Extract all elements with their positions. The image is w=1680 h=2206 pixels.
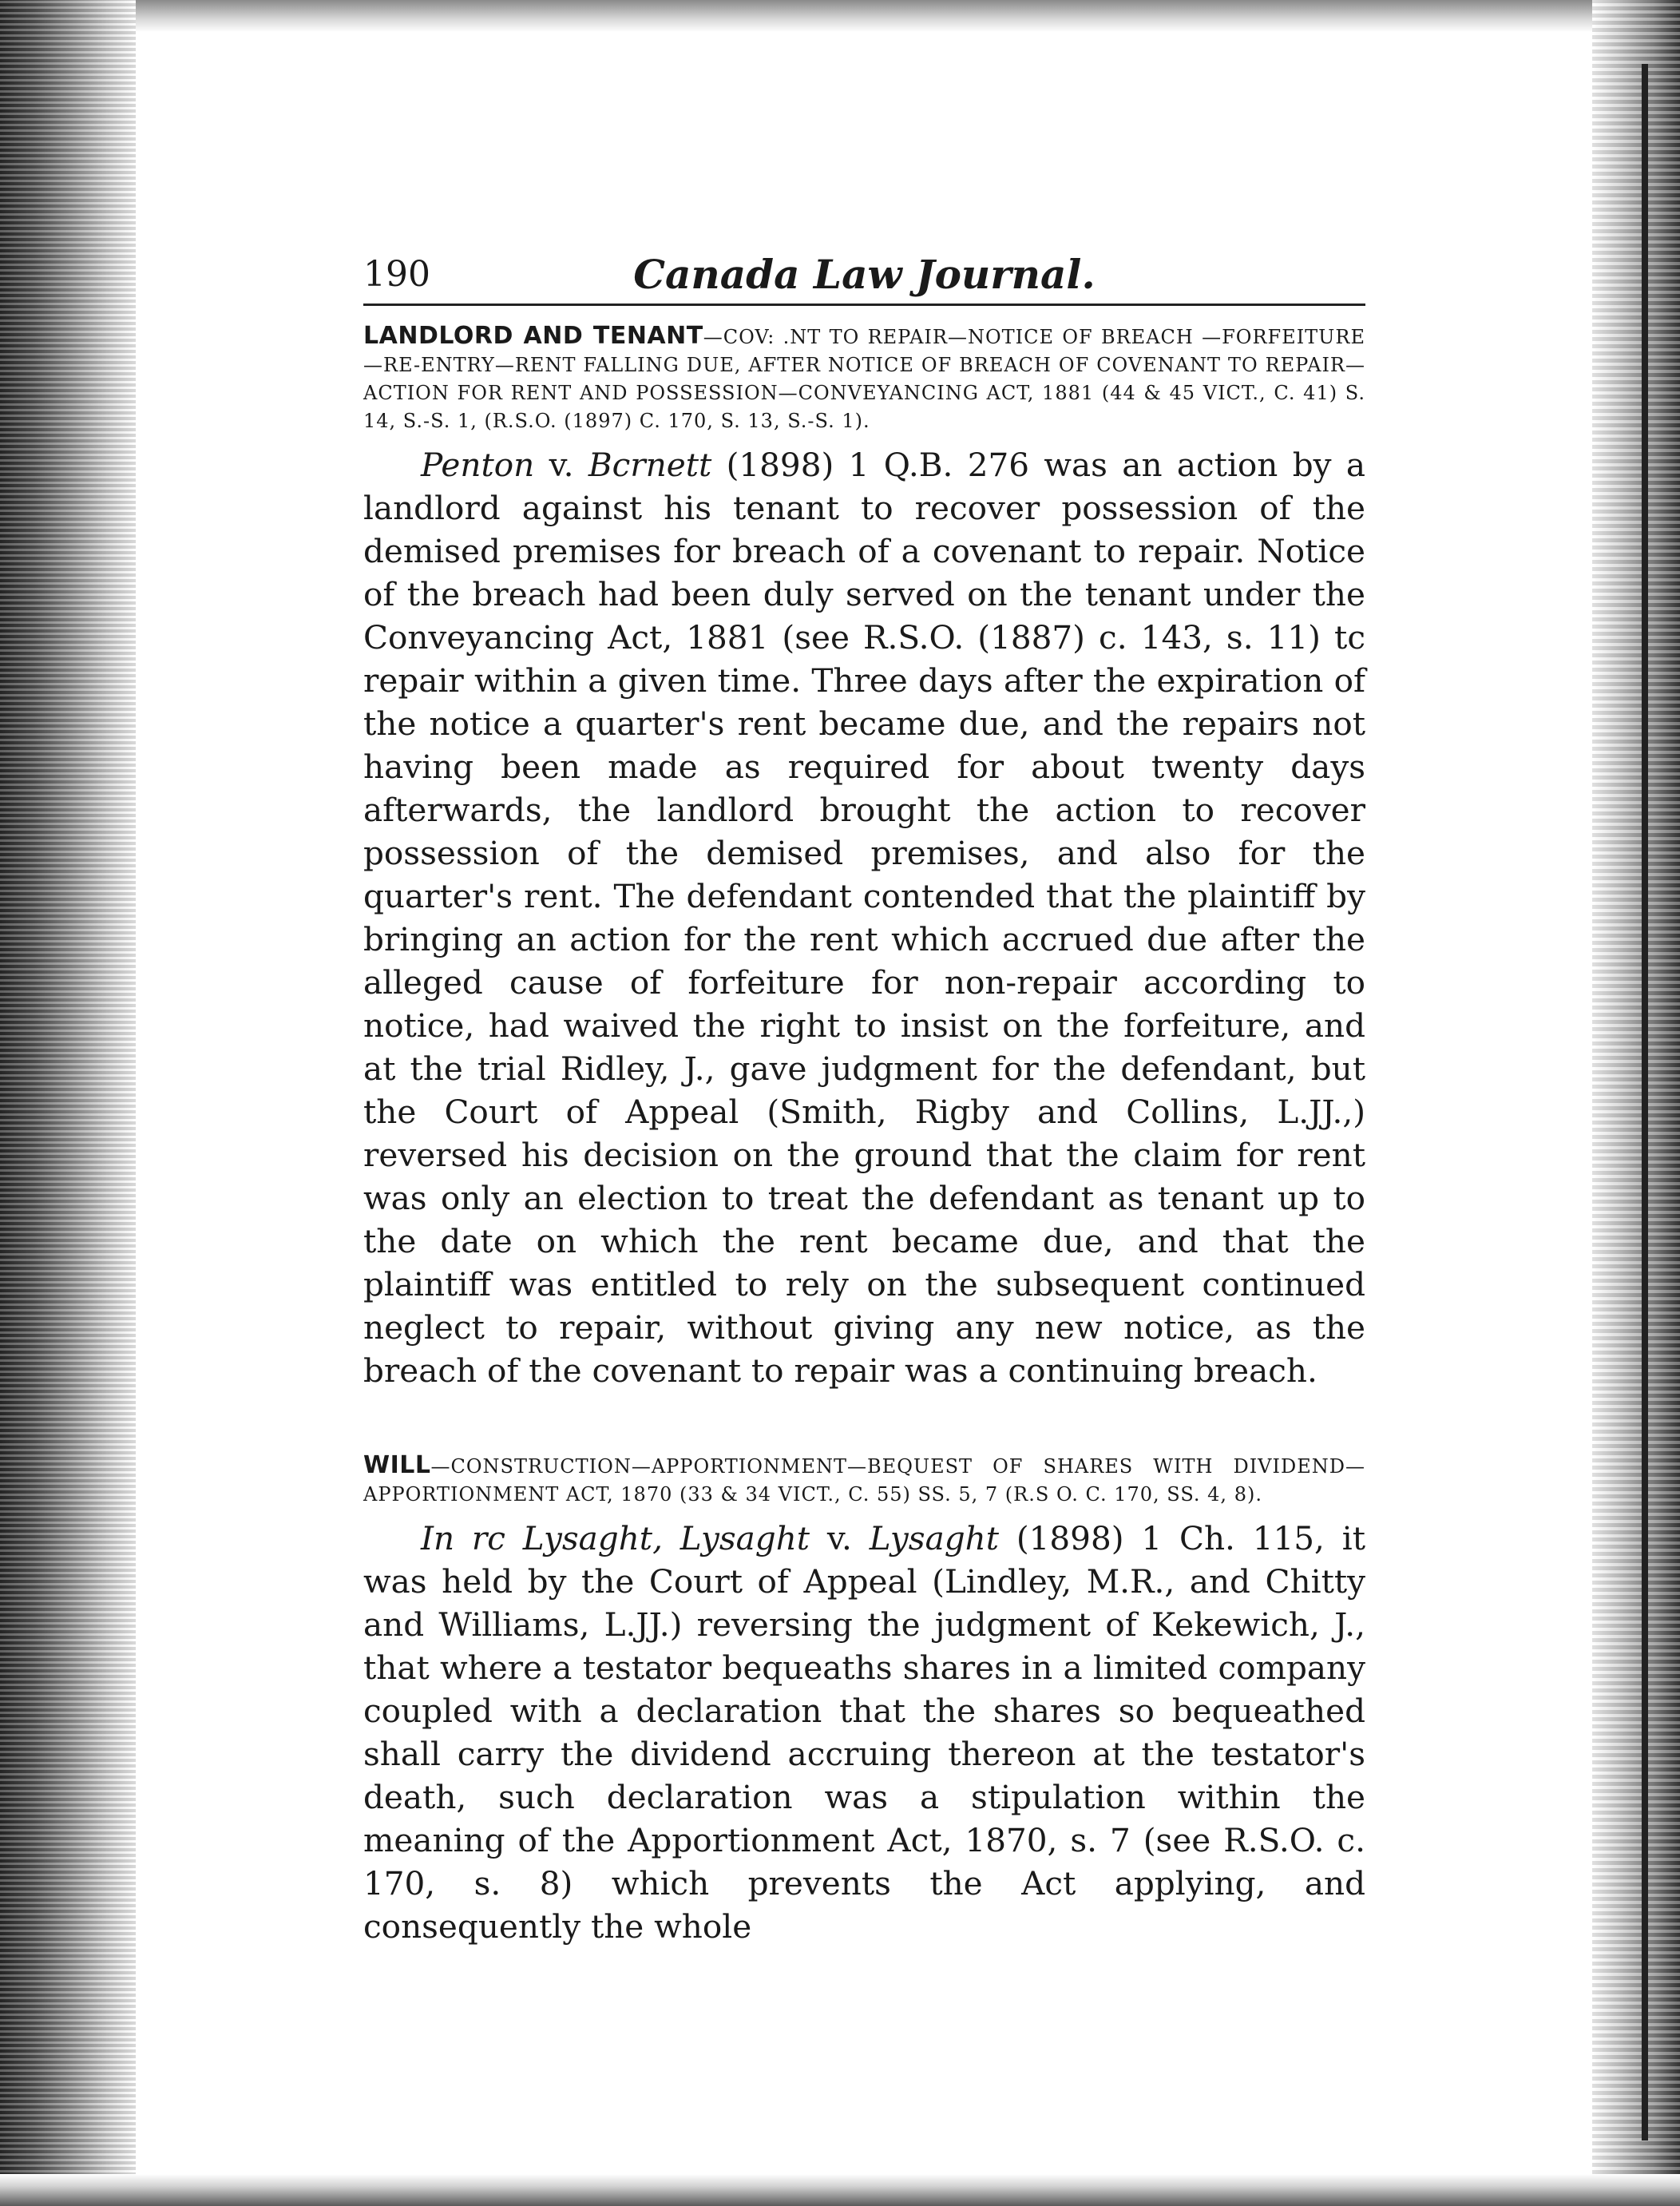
case-name: Penton (421, 446, 535, 484)
case-versus: v. (534, 446, 588, 484)
case-name-second: Bcrnett (588, 446, 712, 484)
scan-edge-top (0, 0, 1680, 32)
case-versus: v. (810, 1519, 870, 1557)
journal-title: Canada Law Journal. (633, 251, 1096, 298)
paragraph-lysaght (363, 1517, 1365, 1948)
paragraph-body: (1898) 1 Ch. 115, it was held by the Court of Appeal (Lindley, M.R., and Chitty and Williams, L.JJ.) reversing the judgment of Kekewich, J., that where a testator bequeaths shares in a limited company coupled with a declaration that the shares so bequeathed shall carry the dividend accruing thereon at the testator's death, such declaration was a stipulation within the meaning of the Apportionment Act, 1870, s. 7 (see R.S.O. c. 170, s. 8) which prevents the Act applying, and consequently the whole (363, 1519, 1365, 1946)
case-name-second: Lysaght (869, 1519, 999, 1557)
page-number: 190 (363, 254, 430, 295)
scan-edge-left (0, 0, 136, 2206)
heading-lead: WILL (363, 1451, 431, 1479)
scan-edge-bottom (0, 2174, 1680, 2206)
paragraph-penton-v-barnett (363, 443, 1365, 1392)
case-name: In rc Lysaght, Lysaght (421, 1519, 810, 1557)
journal-page (363, 248, 1365, 1948)
heading-rest: —CONSTRUCTION—APPORTIONMENT—BEQUEST OF SHARES WITH DIVIDEND—APPORTIONMENT ACT, 1870 (33 & 34 VICT., C. 55) SS. 5, 7 (R.S O. C. 170, SS. 4, 8). (363, 1455, 1365, 1506)
paragraph-body: (1898) 1 Q.B. 276 was an action by a landlord against his tenant to recover possession of the demised premises for breach of a covenant to repair. Notice of the breach had been duly served on the tenant under the Conveyancing Act, 1881 (see R.S.O. (1887) c. 143, s. 11) tc repair within a given time. Three days after the expiration of the notice a quarter's rent became due, and the repairs not having been made as required for about twenty days afterwards, the landlord brought the action to recover possession of the demised premises, and also for the quarter's rent. The defendant contended that the plaintiff by bringing an action for the rent which accrued due after the alleged cause of forfeiture for non-repair according to notice, had waived the right to insist on the forfeiture, and at the trial Ridley, J., gave judgment for the defendant, but the Court of Appeal (Smith, Rigby and Collins, L.JJ.,) reversed his decision on the ground that the claim for rent was only an election to treat the defendant as tenant up to the date on which the rent became due, and that the plaintiff was entitled to rely on the subsequent continued neglect to repair, without giving any new notice, as the breach of the covenant to repair was a continuing breach. (363, 446, 1365, 1390)
page-header (363, 248, 1365, 306)
heading-rest: —COV: .NT TO REPAIR—NOTICE OF BREACH —FORFEITURE—RE-ENTRY—RENT FALLING DUE, AFTER NOTICE OF BREACH OF COVENANT TO REPAIR—ACTION FOR RENT AND POSSESSION—CONVEYANCING ACT, 1881 (44 & 45 VICT., C. 41) S. 14, S.-S. 1, (R.S.O. (1897) C. 170, S. 13, S.-S. 1). (363, 326, 1365, 432)
scan-binding-shadow (1642, 64, 1648, 2141)
section-heading-will (363, 1451, 1365, 1509)
section-heading-landlord-tenant (363, 322, 1365, 435)
heading-lead: LANDLORD AND TENANT (363, 322, 703, 350)
section-divider-space (363, 1392, 1365, 1435)
scan-edge-right (1592, 0, 1680, 2206)
